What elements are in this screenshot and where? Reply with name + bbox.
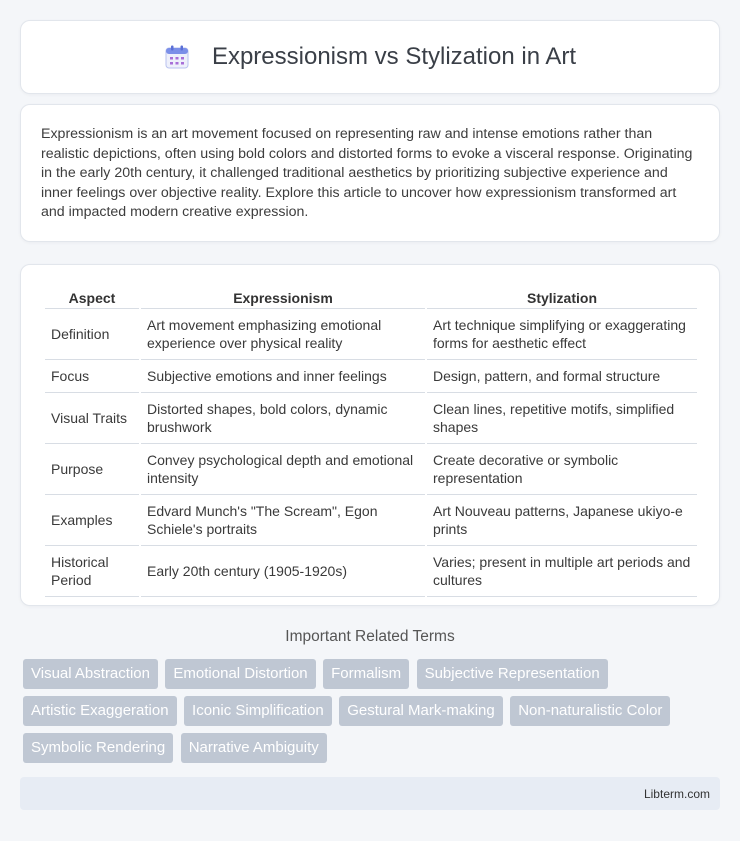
related-terms-list <box>23 659 723 770</box>
row-stylization: Design, pattern, and formal structure <box>427 360 697 393</box>
row-stylization: Clean lines, repetitive motifs, simplified shapes <box>427 393 697 444</box>
related-term-tag[interactable]: Narrative Ambiguity <box>181 733 327 763</box>
table-row <box>45 393 697 444</box>
table-row <box>45 444 697 495</box>
row-aspect: Examples <box>45 495 139 546</box>
row-expressionism: Early 20th century (1905-1920s) <box>141 546 425 597</box>
row-stylization: Art technique simplifying or exaggerating forms for aesthetic effect <box>427 309 697 360</box>
intro-text: Expressionism is an art movement focused on representing raw and intense emotions rather than realistic depictions, often using bold colors and distorted forms to evoke a visceral response. Originating in the early 20th century, it challenged traditional aesthetics by prioritizing subjective experience and inner feelings over objective reality. Explore this article to uncover how expressionism transformed art and impacted modern creative expression. <box>41 126 693 221</box>
footer-site-link[interactable]: Libterm.com <box>643 787 710 801</box>
comparison-table <box>43 285 699 597</box>
intro-card <box>20 104 720 242</box>
table-row <box>45 360 697 393</box>
related-term-tag[interactable]: Iconic Simplification <box>184 696 332 726</box>
footer <box>20 777 720 810</box>
row-expressionism: Edvard Munch's "The Scream", Egon Schiele's portraits <box>141 495 425 546</box>
row-aspect: Purpose <box>45 444 139 495</box>
related-term-tag[interactable]: Symbolic Rendering <box>23 733 173 763</box>
header-aspect: Aspect <box>45 285 139 309</box>
row-aspect: Historical Period <box>45 546 139 597</box>
row-stylization: Art Nouveau patterns, Japanese ukiyo-e prints <box>427 495 697 546</box>
table-header-row <box>45 285 697 309</box>
row-aspect: Visual Traits <box>45 393 139 444</box>
row-stylization: Varies; present in multiple art periods and cultures <box>427 546 697 597</box>
row-expressionism: Art movement emphasizing emotional experience over physical reality <box>141 309 425 360</box>
related-term-tag[interactable]: Gestural Mark-making <box>339 696 503 726</box>
page-title: Expressionism vs Stylization in Art <box>211 43 577 70</box>
related-term-tag[interactable]: Artistic Exaggeration <box>23 696 177 726</box>
row-expressionism: Distorted shapes, bold colors, dynamic brushwork <box>141 393 425 444</box>
related-term-tag[interactable]: Formalism <box>323 659 409 689</box>
related-term-tag[interactable]: Visual Abstraction <box>23 659 158 689</box>
row-aspect: Focus <box>45 360 139 393</box>
related-term-tag[interactable]: Emotional Distortion <box>165 659 315 689</box>
row-expressionism: Convey psychological depth and emotional intensity <box>141 444 425 495</box>
row-expressionism: Subjective emotions and inner feelings <box>141 360 425 393</box>
header-card <box>20 20 720 94</box>
related-term-tag[interactable]: Non-naturalistic Color <box>510 696 670 726</box>
related-terms-title: Important Related Terms <box>285 628 455 645</box>
row-aspect: Definition <box>45 309 139 360</box>
header-stylization: Stylization <box>427 285 697 309</box>
table-row <box>45 546 697 597</box>
table-row <box>45 495 697 546</box>
row-stylization: Create decorative or symbolic representation <box>427 444 697 495</box>
calendar-icon <box>164 44 190 70</box>
table-row <box>45 309 697 360</box>
related-term-tag[interactable]: Subjective Representation <box>417 659 608 689</box>
header-expressionism: Expressionism <box>141 285 425 309</box>
comparison-card <box>20 264 720 606</box>
